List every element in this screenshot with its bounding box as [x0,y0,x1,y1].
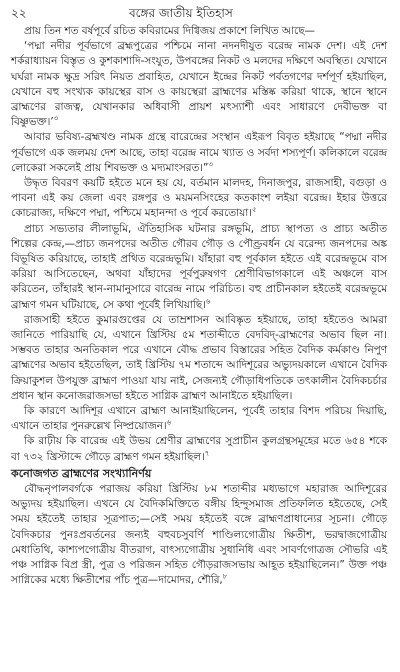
body-text [11,24,387,588]
footnote-marker: ৩ [53,114,59,123]
paragraph-2-text: ‘পদ্মা নদীর পূর্বভাগে ব্রহ্মপুত্রের পশ্চিমে নানা নদনদীযুত বরেন্দ্র নামক দেশ। এই দেশ শর্করাধ্যায়ন বিস্তৃত ও কুশকাশাদি-সংযুত, উপবঙ্গের নিকট ও মলদের দক্ষিণে অবস্থিত। যেখানে ঘর্ঘরা নামক ক্ষুদ্র সরিৎ নিয়ত প্রবাহিত, যেখানে ইন্দ্রের নিকট পর্বতগণের দর্শপূর্ণ হইয়াছিল, যেখানে বহু সংখ্যক কায়স্থের বাস ও কায়স্থেরা ব্রাহ্মণের মস্তিষ্ক করিয়া থাকে, স্থানে স্থানে ব্রাহ্মণের রাজত্ব, যেখানকার অধিবাসী প্রায়শ মৎস্যাশী এবং সাধারণে দেবীভক্ত বা বিষ্ণুভক্ত।’ [11,40,387,129]
running-head [11,5,387,23]
paragraph-8 [11,434,387,464]
page-number: ২২ [11,6,27,20]
paragraph-7 [11,404,387,434]
paragraph-7-text: কি কারণে আদিশূর এখানে ব্রাহ্মণ আনাইয়াছিলেন, পূর্বেই তাহার বিশদ পরিচয় দিয়াছি, এখানে তাহার পুনরুল্লেখ নিষ্প্রয়োজন। [11,405,387,433]
footnote-marker: ৬ [205,297,211,306]
paragraph-3-text: আবার ভবিষ্য-ব্রহ্মখণ্ড নামক গ্রন্থে বারেন্দ্রের সংস্থান এইরূপ বিবৃত হইয়াছে “পদ্মা নদীর পূর্বভাগে এক জলময় দেশ আছে, তাহা বরেন্দ্র নামে খ্যাত ও সর্বদা শস্যপূর্ণ। কলিকালে বরেন্দ্র লোকেরা সকলেই প্রায় শিবভক্ত ও মদ্যমাংসরত।” [11,131,387,174]
footnote-marker: ৬ [166,418,172,427]
section-paragraph [11,482,387,588]
footnote-marker: ৫ [251,205,257,214]
running-title: বঙ্গের জাতীয় ইতিহাস [129,6,233,20]
paragraph-4-text: উদ্ধৃত বিবরণ কয়টি হইতে মনে হয় যে, বর্তমান মালদহ, দিনাজপুর, রাজসাহী, বগুড়া ও পাবনা এই কয় জেলা এবং রঙ্গপুর ও ময়মনসিংহের কতকাংশ লইয়া বরেন্দ্র। ইহার উত্তরে কোচরাজ্য, দক্ষিণে পদ্মা, পশ্চিমে মহানন্দা ও পূর্বে করতোয়া। [11,177,387,220]
paragraph-5-text: প্রাচ্য সভ্যতার লীলাভূমি, ঐতিহাসিক ঘটনার রঙ্গভূমি, প্রাচ্য স্থাপত্য ও প্রাচ্য অতীত শিল্পের কেন্দ্র,—প্রাচ্য জনপদের অতীত গৌরব গৌড় ও পৌণ্ড্রবর্ধন যে বরেন্দ্য জনপদের অঙ্ক বিভূষিত করিয়াছে, তাহাই প্রথিত বরেন্দ্রভূমি। যাঁহারা বহু পূর্বকাল হইতে এই বরেন্দ্রভূমে বাস করিয়া আসিতেছেন, অথবা যাঁহাদের পূর্বপুরুষগণ শ্রেণীবিভাগকালে এই অঞ্চলে বাস করিতেন, তাঁহারই স্থান-নামানুসারে বারেন্দ্র নামে পরিচিত। বহু প্রাচীনকাল হইতেই বরেন্দ্রভূমে ব্রাহ্মণ গমন ঘটিয়াছে, সে কথা পূর্বেই লিখিয়াছি। [11,222,387,311]
footnote-marker: ৭ [204,449,210,458]
paragraph-1-text: প্রায় তিন শত বর্ষপূর্বে রচিত কবিরামের দিগ্বিজয় প্রকাশে লিখিত আছে— [24,25,315,37]
footnote-marker: ৩ [208,160,213,169]
paragraph-3 [11,130,387,176]
footnote-marker: ৮ [222,572,228,581]
paragraph-8-text: কি রাঢ়ীয় কি বারেন্দ্র এই উভয় শ্রেণীর ব্রাহ্মণের সুপ্রাচীন কুলগ্রন্থসমূহের মতে ৬৫৪ শকে বা ৭৩২ খ্রিস্টাব্দে গৌড়ে ব্রাহ্মণ গমন হইয়াছিল। [11,435,387,463]
paragraph-1 [11,24,387,39]
section-paragraph-text: বৌদ্ধনৃপালবর্গকে পরাজয় করিয়া খ্রিস্টিয় ৮ম শতাব্দীর মধ্যভাগে মহারাজ আদিশূরের অভ্যুদয় হইয়াছিল। এখনে যে বৈদিকমিক্তিতে বঙ্গীয় হিন্দুসমাজ প্রতিফলিত হইতেছে, সেই সময় হইতেই তাহার সূত্রপাত;—সেই সময় হইতেই বঙ্গে ব্রাহ্মণপ্রাধান্যের সূচনা। গৌড়ে বৈদিকচার পুনঃপ্রবর্তনের জন্যই বহুবচসুবর্ণি শাণ্ডিল্যগোত্রীয় ক্ষিতীশ, ভরদ্বাজগোত্রীয় মেধাতিথি, কাশ্যপগোত্রীয় বীতরাগ, বাৎস্যগোত্রীয় সুধানিধি এবং সাবর্ণগোত্রজ সৌভরি এই পঞ্চ সাগ্নিক বিপ্র স্ত্রী, পুত্র ও পরিজন সহিত গৌড়রাজসভায় আহূত হইয়াছিলেন।” উক্ত পঞ্চ সাগ্নিকের মধ্যে ক্ষিতীশের পাঁচ পুত্র—দামোদর, শৌরি, [11,482,387,587]
section-heading: কনোজগত ব্রাহ্মণের সংখ্যানির্ণয় [11,466,152,480]
paragraph-5 [11,222,387,313]
paragraph-2-quote [11,39,387,130]
paragraph-6 [11,313,387,404]
paragraph-6-text: রাজসাহী হইতে কুমারগুপ্তের যে তাম্রশাসন আবিষ্কৃত হইয়াছে, তাহা হইতেও আমরা জানিতে পারিয়াছি যে, এখানে খ্রিস্টিয় ৫ম শতাব্দীতে বেদবিদ্-ব্রাহ্মণের অভাব ছিল না। সম্ভবত তাহার অনতিকাল পরে এখানে বৌদ্ধ প্রভাব বিস্তারের সহিত বৈদিক কর্মকাণ্ড নিপুণ ব্রাহ্মণের অভাব হইতেছিল, তাই খ্রিস্টিয় ৭ম শতাব্দে আদিশূরের অভ্যুদয়কালে এখানে বৈদিক ক্রিয়াকুশল উপযুক্ত ব্রাহ্মণ পাওয়া যায় নাই, সেজন্যই গৌড়াধিপতিকে তৎকালীন বৈদিকচর্চার প্রধান স্থান কনোজরাজসভা হইতে সাগ্নিক ব্রাহ্মণ আনাইতে হইয়াছিল। [11,313,388,402]
paragraph-4 [11,176,387,222]
